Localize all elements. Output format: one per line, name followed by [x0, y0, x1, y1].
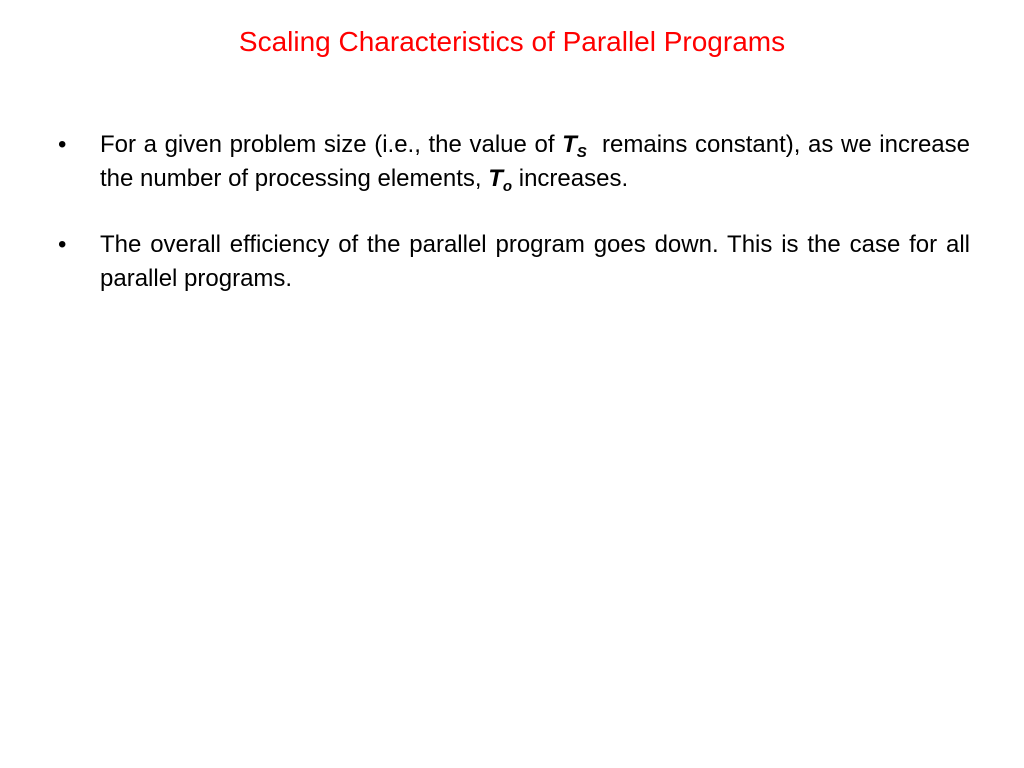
ts-symbol-subscript: S [576, 144, 587, 161]
bullet-glyph: • [58, 131, 67, 158]
bullet-item [58, 128, 977, 196]
slide-title: Scaling Characteristics of Parallel Programs [238, 26, 786, 57]
to-symbol [488, 165, 513, 195]
bullet-text [100, 128, 977, 196]
ts-symbol-base: T [562, 131, 577, 158]
bullet-glyph: • [58, 231, 67, 258]
bullet-item [58, 228, 970, 296]
bullet-list [58, 128, 977, 328]
to-symbol-base: T [488, 165, 503, 192]
ts-symbol [562, 131, 587, 161]
to-symbol-subscript: o [502, 178, 513, 195]
bullet-text-segment: remains constant), as we increase the number of processing elements, [100, 131, 977, 192]
bullet-text: The overall efficiency of the parallel program goes down. This is the case for all parallel programs. [100, 231, 970, 292]
bullet-text-segment: increases. [512, 165, 629, 192]
bullet-text-segment: For a given problem size (i.e., the value of [100, 131, 563, 158]
